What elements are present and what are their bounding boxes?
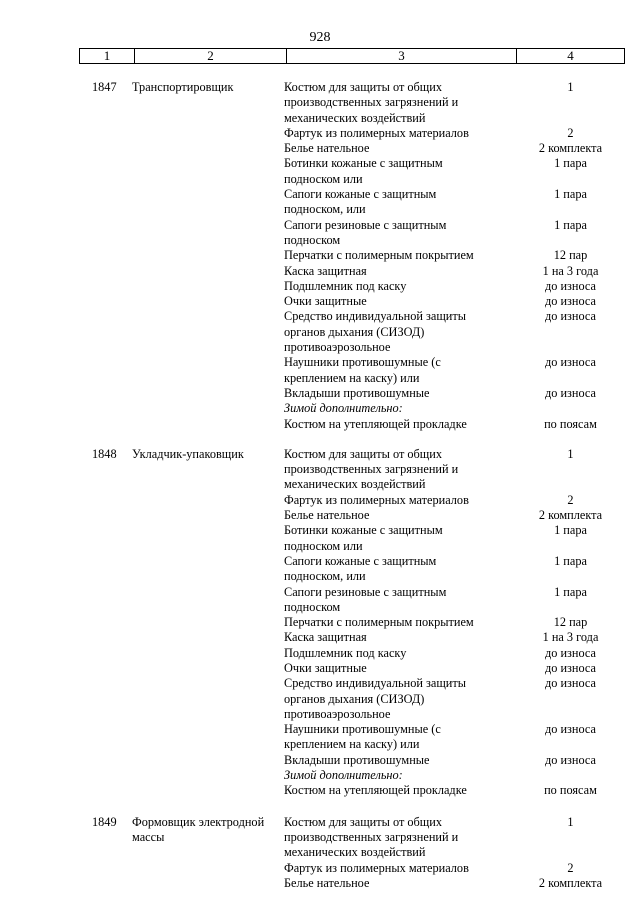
ppe-item — [284, 523, 640, 554]
ppe-item-name-line: подноском или — [284, 171, 363, 186]
ppe-item-name-line: Сапоги резиновые с защитным — [284, 584, 447, 599]
ppe-item-name-line: Белье нательное — [284, 508, 370, 523]
profession-name — [131, 447, 284, 462]
ppe-item-name-line: Перчатки с полимерным покрытием — [284, 615, 474, 630]
ppe-item-quantity: 12 пар — [553, 248, 588, 263]
ppe-item-name-line: подноском — [284, 599, 341, 614]
ppe-item-quantity: до износа — [544, 355, 597, 370]
ppe-item-quantity: 1 — [567, 446, 574, 461]
ppe-item-name — [284, 386, 502, 401]
ppe-item-name — [284, 279, 502, 294]
ppe-item-name-line: противоаэрозольное — [284, 706, 391, 721]
ppe-item-name-line: Очки защитные — [284, 660, 367, 675]
ppe-item-name — [284, 187, 502, 218]
ppe-item-name-line: Костюм для защиты от общих — [284, 446, 442, 461]
ppe-item-quantity: до износа — [544, 722, 597, 737]
position-number: 1848 — [92, 446, 117, 461]
ppe-item-quantity: 12 пар — [553, 615, 588, 630]
ppe-item-name — [284, 861, 502, 876]
ppe-item — [284, 646, 640, 661]
section-subheading: Зимой дополнительно: — [284, 401, 403, 416]
ppe-item-quantity: до износа — [544, 385, 597, 400]
ppe-item-name — [284, 126, 502, 141]
ppe-item-name-line: Костюм для защиты от общих — [284, 80, 442, 94]
position-number: 1849 — [92, 814, 117, 829]
ppe-item — [284, 309, 640, 355]
ppe-item-name-line: органов дыхания (СИЗОД) — [284, 691, 425, 706]
ppe-item-name-line: подноском, или — [284, 202, 366, 217]
ppe-item-quantity: 1 пара — [554, 523, 587, 538]
ppe-item-quantity: до износа — [544, 660, 597, 675]
ppe-item — [284, 218, 640, 249]
ppe-item-name — [284, 493, 502, 508]
ppe-item-name — [284, 783, 502, 798]
ppe-item — [284, 355, 640, 386]
ppe-item — [284, 861, 640, 876]
profession-name-line: Укладчик-упаковщик — [132, 446, 244, 461]
ppe-item — [284, 386, 640, 401]
ppe-item-name-line: Костюм на утепляющей прокладке — [284, 783, 467, 798]
ppe-item — [284, 279, 640, 294]
column-header-2: 2 — [135, 49, 287, 64]
ppe-item-quantity: до износа — [544, 309, 597, 324]
ppe-item-name-line: Белье нательное — [284, 141, 370, 156]
ppe-item-quantity: до износа — [544, 676, 597, 691]
ppe-item-quantity: 2 комплекта — [538, 141, 603, 156]
ppe-item — [284, 876, 640, 891]
ppe-item-name-line: производственных загрязнений и — [284, 95, 459, 110]
ppe-item — [284, 126, 640, 141]
ppe-item — [284, 661, 640, 676]
ppe-item-quantity: 2 комплекта — [538, 508, 603, 523]
ppe-item-list — [284, 80, 640, 432]
ppe-item-quantity: 1 пара — [554, 187, 587, 202]
ppe-item-name-line: Средство индивидуальной защиты — [284, 309, 467, 324]
ppe-item-name — [284, 630, 502, 645]
ppe-item-name-line: Перчатки с полимерным покрытием — [284, 248, 474, 263]
column-header-3: 3 — [287, 49, 517, 64]
ppe-item-name-line: Белье нательное — [284, 875, 370, 890]
ppe-item-name — [284, 508, 502, 523]
ppe-item — [284, 264, 640, 279]
profession-name-line: Транспортировщик — [132, 80, 234, 94]
ppe-item-name-line: Костюм для защиты от общих — [284, 814, 442, 829]
ppe-item — [284, 447, 640, 493]
ppe-item-name-line: противоаэрозольное — [284, 340, 391, 355]
profession-name — [131, 80, 284, 95]
ppe-item-name-line: механических воздействий — [284, 845, 426, 860]
ppe-item-name-line: Фартук из полимерных материалов — [284, 125, 469, 140]
ppe-item-name-line: производственных загрязнений и — [284, 462, 459, 477]
ppe-item-quantity: 1 на 3 года — [542, 263, 599, 278]
ppe-item-quantity: 1 пара — [554, 584, 587, 599]
ppe-item-name-line: подноском, или — [284, 569, 366, 584]
ppe-item-list — [284, 815, 640, 891]
ppe-item-name — [284, 248, 502, 263]
ppe-item-name-line: Костюм на утепляющей прокладке — [284, 416, 467, 431]
ppe-item-name — [284, 309, 502, 355]
ppe-item — [284, 753, 640, 768]
ppe-item-name-line: Каска защитная — [284, 263, 367, 278]
ppe-item-quantity: 1 пара — [554, 156, 587, 171]
ppe-item-name-line: Подшлемник под каску — [284, 645, 407, 660]
ppe-item-name — [284, 80, 502, 126]
ppe-norms-table — [0, 80, 640, 891]
ppe-item-quantity: 1 пара — [554, 217, 587, 232]
ppe-item — [284, 294, 640, 309]
ppe-item-quantity: 1 пара — [554, 553, 587, 568]
ppe-item-name — [284, 876, 502, 891]
ppe-item-quantity: 1 на 3 года — [542, 630, 599, 645]
ppe-item-name — [284, 447, 502, 493]
ppe-item-name — [284, 264, 502, 279]
ppe-item-quantity: 2 — [567, 492, 574, 507]
ppe-item-quantity: по поясам — [544, 783, 597, 798]
page-number: 928 — [309, 30, 331, 45]
ppe-item-name-line: механических воздействий — [284, 477, 426, 492]
column-header-1: 1 — [80, 49, 135, 64]
ppe-item-name — [284, 355, 502, 386]
ppe-item-name-line: Ботинки кожаные с защитным — [284, 523, 443, 538]
ppe-item-name-line: Вкладыши противошумные — [284, 752, 430, 767]
ppe-item — [284, 615, 640, 630]
ppe-item-name-line: Очки защитные — [284, 294, 367, 309]
table-row — [0, 447, 640, 799]
ppe-item-name-line: производственных загрязнений и — [284, 829, 459, 844]
ppe-item-name-line: креплением на каску) или — [284, 737, 420, 752]
ppe-item-name-line: Средство индивидуальной защиты — [284, 676, 467, 691]
ppe-item-name — [284, 815, 502, 861]
ppe-item-quantity: до износа — [544, 294, 597, 309]
ppe-item-quantity: до износа — [544, 752, 597, 767]
ppe-item-name-line: Вкладыши противошумные — [284, 385, 430, 400]
ppe-item-name — [284, 294, 502, 309]
ppe-item — [284, 141, 640, 156]
ppe-item — [284, 417, 640, 432]
ppe-item-name — [284, 676, 502, 722]
ppe-item-quantity: 2 — [567, 125, 574, 140]
profession-name-line: Формовщик электродной — [132, 814, 265, 829]
section-subheading: Зимой дополнительно: — [284, 768, 403, 783]
ppe-item-name — [284, 661, 502, 676]
ppe-item-name-line: Ботинки кожаные с защитным — [284, 156, 443, 171]
ppe-item-quantity: 1 — [567, 814, 574, 829]
ppe-item-quantity: до износа — [544, 278, 597, 293]
ppe-item-name — [284, 646, 502, 661]
ppe-item-name — [284, 523, 502, 554]
profession-name — [131, 815, 284, 846]
ppe-item-quantity: до износа — [544, 645, 597, 660]
ppe-item-name-line: Фартук из полимерных материалов — [284, 492, 469, 507]
ppe-item-name-line: Наушники противошумные (с — [284, 722, 441, 737]
ppe-item-name-line: Подшлемник под каску — [284, 278, 407, 293]
ppe-item-name-line: Каска защитная — [284, 630, 367, 645]
ppe-item-name-line: подноском — [284, 232, 341, 247]
ppe-item — [284, 80, 640, 126]
ppe-item — [284, 722, 640, 753]
ppe-item-name — [284, 615, 502, 630]
ppe-item-quantity: 1 — [567, 80, 574, 94]
ppe-item-name — [284, 722, 502, 753]
ppe-item-name — [284, 753, 502, 768]
ppe-item — [284, 815, 640, 861]
ppe-item-name-line: Сапоги резиновые с защитным — [284, 217, 447, 232]
column-header-row — [79, 48, 625, 64]
ppe-item — [284, 585, 640, 616]
ppe-item — [284, 676, 640, 722]
ppe-item — [284, 493, 640, 508]
ppe-item-name — [284, 554, 502, 585]
column-header-4: 4 — [517, 49, 625, 64]
ppe-item — [284, 554, 640, 585]
table-row — [0, 815, 640, 891]
ppe-item — [284, 630, 640, 645]
ppe-item-name — [284, 585, 502, 616]
ppe-item — [284, 248, 640, 263]
profession-name-line: массы — [132, 829, 165, 844]
ppe-item-name-line: Сапоги кожаные с защитным — [284, 553, 437, 568]
ppe-item-name-line: Сапоги кожаные с защитным — [284, 187, 437, 202]
table-row — [0, 80, 640, 432]
ppe-item-list — [284, 447, 640, 799]
ppe-item-name-line: подноском или — [284, 538, 363, 553]
ppe-item — [284, 187, 640, 218]
ppe-item-quantity: 2 комплекта — [538, 875, 603, 890]
ppe-item-quantity: по поясам — [544, 416, 597, 431]
ppe-item-name-line: Наушники противошумные (с — [284, 355, 441, 370]
ppe-item-name-line: механических воздействий — [284, 110, 426, 125]
ppe-item — [284, 783, 640, 798]
ppe-item-quantity: 2 — [567, 860, 574, 875]
ppe-item-name — [284, 141, 502, 156]
ppe-item-name-line: креплением на каску) или — [284, 370, 420, 385]
ppe-item-name-line: органов дыхания (СИЗОД) — [284, 324, 425, 339]
ppe-item-name-line: Фартук из полимерных материалов — [284, 860, 469, 875]
position-number: 1847 — [92, 80, 117, 94]
ppe-item — [284, 156, 640, 187]
ppe-item-name — [284, 156, 502, 187]
ppe-item — [284, 508, 640, 523]
ppe-item-name — [284, 218, 502, 249]
ppe-item-name — [284, 417, 502, 432]
